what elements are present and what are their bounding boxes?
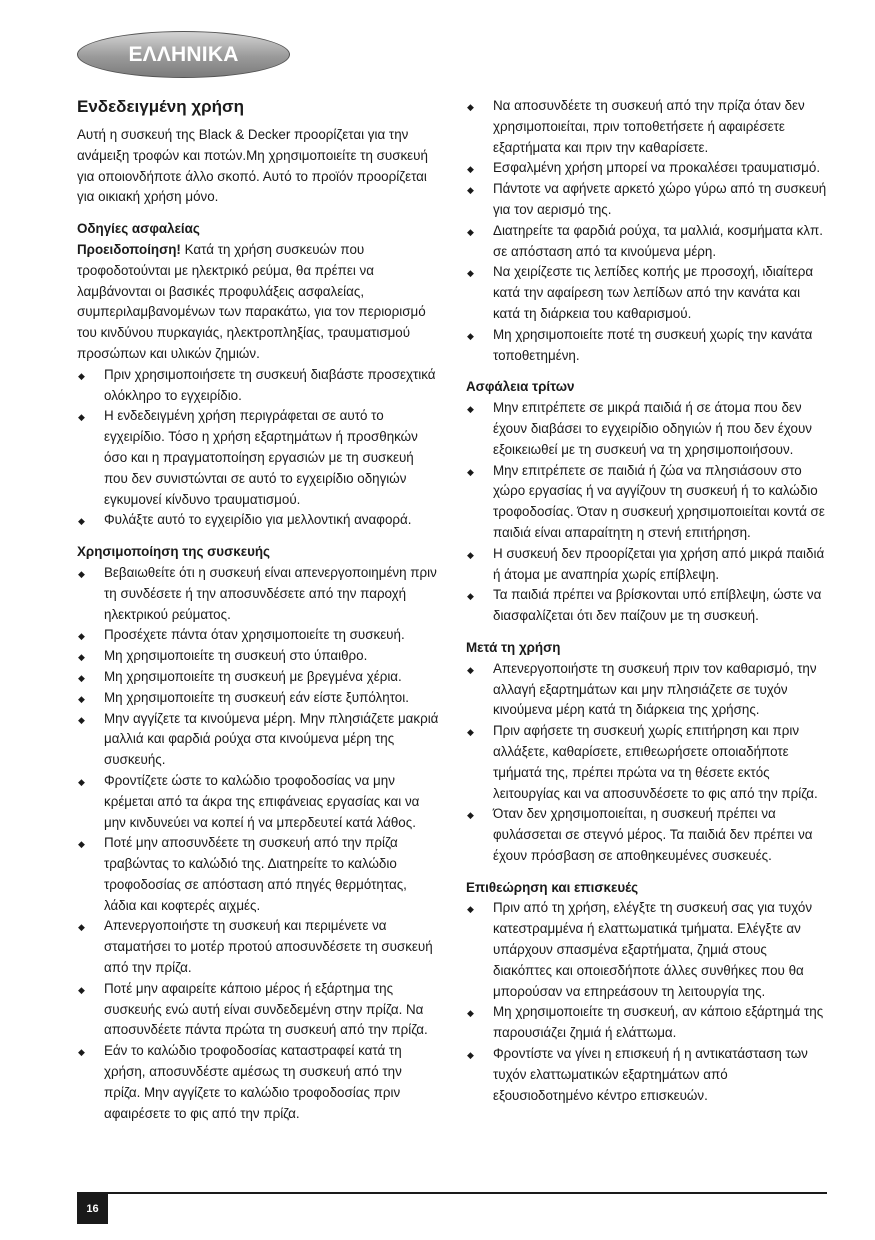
list-item <box>77 771 439 833</box>
list-item-text: Διατηρείτε τα φαρδιά ρούχα, τα μαλλιά, κοσμήματα κλπ. σε απόσταση από τα κινούμενα μέρη. <box>493 222 824 259</box>
bullet-diamond-icon: ◆ <box>78 672 85 683</box>
bullet-diamond-icon: ◆ <box>467 1050 474 1061</box>
right-column <box>466 96 828 1106</box>
bullet-diamond-icon: ◆ <box>467 1008 474 1019</box>
list-item <box>466 659 828 721</box>
list-item-text: Μη χρησιμοποιείτε τη συσκευή στο ύπαιθρο. <box>104 648 368 664</box>
footer-divider <box>77 1192 827 1194</box>
intended-use-text: Αυτή η συσκευή της Black & Decker προορίζεται για την ανάμειξη τροφών και ποτών.Μη χρησιμοποιείτε τη συσκευή για οποιονδήποτε άλλο σκοπό. Αυτό το προϊόν προορίζεται για οικιακή χρήση μόνο. <box>77 127 428 205</box>
list-item-text: Εάν το καλώδιο τροφοδοσίας καταστραφεί κατά τη χρήση, αποσυνδέστε αμέσως τη συσκευή από την πρίζα. Μην αγγίζετε το καλώδιο τροφοδοσίας πριν αφαιρέσετε το φις από την πρίζα. <box>104 1043 402 1121</box>
bullet-diamond-icon: ◆ <box>467 904 474 915</box>
list-item-text: Απενεργοποιήστε τη συσκευή πριν τον καθαρισμό, την αλλαγή εξαρτημάτων και μην πλησιάζετε σε τυχόν κινούμενα μέρη κατά τη διάρκεια της χρήσης. <box>493 660 817 718</box>
list-item-text: Βεβαιωθείτε ότι η συσκευή είναι απενεργοποιημένη πριν τη συνδέσετε ή την αποσυνδέσετε από την παροχή ηλεκτρικού ρεύματος. <box>104 564 437 622</box>
bullet-diamond-icon: ◆ <box>467 810 474 821</box>
bullet-diamond-icon: ◆ <box>467 330 474 341</box>
usage-title: Χρησιμοποίηση της συσκευής <box>77 544 271 560</box>
list-item-text: Τα παιδιά πρέπει να βρίσκονται υπό επίβλεψη, ώστε να διασφαλίζεται ότι δεν παίζουν με τη συσκευή. <box>493 587 822 624</box>
list-item-text: Πάντοτε να αφήνετε αρκετό χώρο γύρω από τη συσκευή για τον αερισμό της. <box>493 181 827 217</box>
intended-use-title: Ενδεδειγμένη χρήση <box>77 97 245 116</box>
bullet-diamond-icon: ◆ <box>78 652 85 663</box>
list-item <box>466 461 828 544</box>
third-party-list <box>466 398 828 627</box>
list-item <box>77 709 439 771</box>
list-item <box>466 158 828 179</box>
safety-list <box>77 365 439 531</box>
list-item <box>77 667 439 688</box>
bullet-diamond-icon: ◆ <box>78 839 85 850</box>
list-item-text: Πριν από τη χρήση, ελέγξτε τη συσκευή σας για τυχόν κατεστραμμένα ή ελαττωματικά τμήματα. Ελέγξτε αν υπάρχουν σπασμένα εξαρτήματα, ζημιά στους διακόπτες και οποιεσδήποτε άλλες συνθήκες που θα μπορούσαν να επηρεάσουν τη λειτουργία της. <box>493 900 813 999</box>
list-item <box>77 1041 439 1124</box>
list-item-text: Η συσκευή δεν προορίζεται για χρήση από μικρά παιδιά ή άτομα με αναπηρία χωρίς επίβλεψη. <box>493 545 825 582</box>
bullet-diamond-icon: ◆ <box>78 516 85 527</box>
left-column <box>77 96 439 1124</box>
warning-label: Προειδοποίηση! <box>77 241 181 257</box>
bullet-diamond-icon: ◆ <box>467 466 474 477</box>
list-item-text: Μην αγγίζετε τα κινούμενα μέρη. Μην πλησιάζετε μακριά μαλλιά και φαρδιά ρούχα στα κινούμενα μέρη της συσκευής. <box>104 710 439 768</box>
bullet-diamond-icon: ◆ <box>467 591 474 602</box>
inspection-list <box>466 898 828 1106</box>
list-item <box>466 262 828 324</box>
list-item-text: Πριν χρησιμοποιήσετε τη συσκευή διαβάστε προσεχτικά ολόκληρο το εγχειρίδιο. <box>104 366 436 403</box>
list-item-text: Η ενδεδειγμένη χρήση περιγράφεται σε αυτό το εγχειρίδιο. Τόσο η χρήση εξαρτημάτων ή προσθηκών όσο και η πραγματοποίηση εργασιών με τη συσκευή που δεν συνιστώνται σε αυτό το εγχειρίδιο οδηγιών εγκυμονεί κίνδυνο τραυματισμού. <box>104 408 418 507</box>
list-item <box>466 804 828 866</box>
bullet-diamond-icon: ◆ <box>78 631 85 642</box>
list-item-text: Όταν δεν χρησιμοποιείται, η συσκευή πρέπει να φυλάσσεται σε στεγνό μέρος. Τα παιδιά δεν πρέπει να έχουν πρόσβαση σε αποθηκευμένες συσκευές. <box>493 806 813 863</box>
bullet-diamond-icon: ◆ <box>78 714 85 725</box>
list-item-text: Πριν αφήσετε τη συσκευή χωρίς επιτήρηση και πριν αλλάξετε, καθαρίσετε, επιθεωρήσετε οποιαδήποτε τμήματά της, πρέπει πρώτα να τη θέσετε εκτός λειτουργίας και να αποσυνδέσετε το φις από την πρίζα. <box>493 723 818 801</box>
list-item <box>77 625 439 646</box>
list-item-text: Μη χρησιμοποιείτε τη συσκευή, αν κάποιο εξάρτημά της παρουσιάζει ζημιά ή ελάττωμα. <box>493 1004 824 1041</box>
bullet-diamond-icon: ◆ <box>78 412 85 423</box>
list-item <box>77 916 439 978</box>
list-item-text: Μη χρησιμοποιείτε τη συσκευή εάν είστε ξυπόλητοι. <box>104 689 409 705</box>
list-item-text: Φροντίζετε ώστε το καλώδιο τροφοδοσίας να μην κρέμεται από τα άκρα της επιφάνειας εργασίας και να μην κινδυνεύει να κοπεί ή να μπερδευτεί κατά λάθος. <box>104 772 420 830</box>
bullet-diamond-icon: ◆ <box>78 370 85 381</box>
list-item-text: Φυλάξτε αυτό το εγχειρίδιο για μελλοντική αναφορά. <box>104 512 412 528</box>
bullet-diamond-icon: ◆ <box>467 268 474 279</box>
list-item <box>466 1044 828 1106</box>
list-item <box>77 979 439 1041</box>
inspection-title: Επιθεώρηση και επισκευές <box>466 879 639 895</box>
list-item <box>466 1002 828 1044</box>
after-use-list <box>466 659 828 867</box>
safety-title: Οδηγίες ασφαλείας <box>77 221 200 237</box>
bullet-diamond-icon: ◆ <box>467 549 474 560</box>
bullet-diamond-icon: ◆ <box>467 664 474 675</box>
list-item <box>77 510 439 531</box>
list-item-text: Απενεργοποιήστε τη συσκευή και περιμένετε να σταματήσει το μοτέρ προτού αποσυνδέσετε τη συσκευή από την πρίζα. <box>104 918 433 976</box>
language-tab: ΕΛΛΗΝΙΚΑ <box>77 31 290 78</box>
list-item <box>77 646 439 667</box>
bullet-diamond-icon: ◆ <box>467 102 474 112</box>
list-item <box>466 544 828 586</box>
warning-text: Κατά τη χρήση συσκευών που τροφοδοτούνται με ηλεκτρικό ρεύμα, θα πρέπει να λαμβάνονται οι βασικές προφυλάξεις ασφαλείας, συμπεριλαμβανομένων των παρακάτω, για τον περιορισμό του κινδύνου πυρκαγιάς, ηλεκτροπληξίας, τραυματισμού προσώπων και υλικών ζημιών. <box>77 241 426 361</box>
warning-paragraph <box>77 240 439 365</box>
after-use-title: Μετά τη χρήση <box>466 639 561 655</box>
list-item <box>77 833 439 916</box>
list-item <box>466 325 828 367</box>
bullet-diamond-icon: ◆ <box>467 404 474 415</box>
bullet-diamond-icon: ◆ <box>467 226 474 237</box>
bullet-diamond-icon: ◆ <box>78 922 85 933</box>
list-item-text: Ποτέ μην αφαιρείτε κάποιο μέρος ή εξάρτημα της συσκευής ενώ αυτή είναι συνδεδεμένη στην πρίζα. Να αποσυνδέετε πάντα πρώτα τη συσκευή από την πρίζα. <box>104 980 428 1038</box>
usage-list-continued <box>466 96 828 366</box>
bullet-diamond-icon: ◆ <box>78 1047 85 1058</box>
list-item <box>466 721 828 804</box>
bullet-diamond-icon: ◆ <box>467 185 474 196</box>
bullet-diamond-icon: ◆ <box>78 984 85 995</box>
list-item <box>466 96 828 158</box>
list-item <box>77 406 439 510</box>
list-item <box>77 563 439 625</box>
list-item-text: Μη χρησιμοποιείτε ποτέ τη συσκευή χωρίς την κανάτα τοποθετημένη. <box>493 326 813 363</box>
list-item <box>466 398 828 460</box>
list-item-text: Ποτέ μην αποσυνδέετε τη συσκευή από την πρίζα τραβώντας το καλώδιό της. Διατηρείτε το καλώδιο τροφοδοσίας σε απόσταση από πηγές θερμότητας, λάδια και κοφτερές αιχμές. <box>104 835 407 913</box>
list-item-text: Μην επιτρέπετε σε μικρά παιδιά ή σε άτομα που δεν έχουν διαβάσει το εγχειρίδιο οδηγιών ή που δεν έχουν εξοικειωθεί με τη συσκευή να τη χρησιμοποιήσουν. <box>493 400 813 457</box>
page-number: 16 <box>77 1194 108 1224</box>
usage-list <box>77 563 439 1125</box>
list-item <box>466 585 828 627</box>
list-item <box>77 365 439 407</box>
bullet-diamond-icon: ◆ <box>467 727 474 738</box>
bullet-diamond-icon: ◆ <box>78 568 85 579</box>
list-item-text: Εσφαλμένη χρήση μπορεί να προκαλέσει τραυματισμό. <box>493 160 821 176</box>
list-item-text: Μην επιτρέπετε σε παιδιά ή ζώα να πλησιάσουν στο χώρο εργασίας ή να αγγίζουν τη συσκευή ή το καλώδιο τροφοδοσίας. Όταν η συσκευή χρησιμοποιείται κοντά σε παιδιά είναι απαραίτητη η στενή επιτήρηση. <box>493 462 825 540</box>
list-item-text: Να χειρίζεστε τις λεπίδες κοπής με προσοχή, ιδιαίτερα κατά την αφαίρεση των λεπίδων από την κανάτα και κατά τη διάρκεια του καθαρισμού. <box>493 264 814 321</box>
bullet-diamond-icon: ◆ <box>467 164 474 175</box>
list-item <box>466 179 828 221</box>
list-item-text: Μη χρησιμοποιείτε τη συσκευή με βρεγμένα χέρια. <box>104 668 402 684</box>
list-item <box>466 898 828 1002</box>
list-item-text: Προσέχετε πάντα όταν χρησιμοποιείτε τη συσκευή. <box>104 627 405 643</box>
bullet-diamond-icon: ◆ <box>78 693 85 704</box>
bullet-diamond-icon: ◆ <box>78 776 85 787</box>
third-party-title: Ασφάλεια τρίτων <box>466 379 575 395</box>
list-item-text: Φροντίστε να γίνει η επισκευή ή η αντικατάσταση των τυχόν ελαττωματικών εξαρτημάτων από εξουσιοδοτημένο κέντρο επισκευών. <box>493 1046 808 1103</box>
list-item <box>466 221 828 263</box>
list-item <box>77 688 439 709</box>
list-item-text: Να αποσυνδέετε τη συσκευή από την πρίζα όταν δεν χρησιμοποιείται, πριν τοποθετήσετε ή αφαιρέσετε εξαρτήματα και πριν την καθαρίσετε. <box>493 98 805 155</box>
